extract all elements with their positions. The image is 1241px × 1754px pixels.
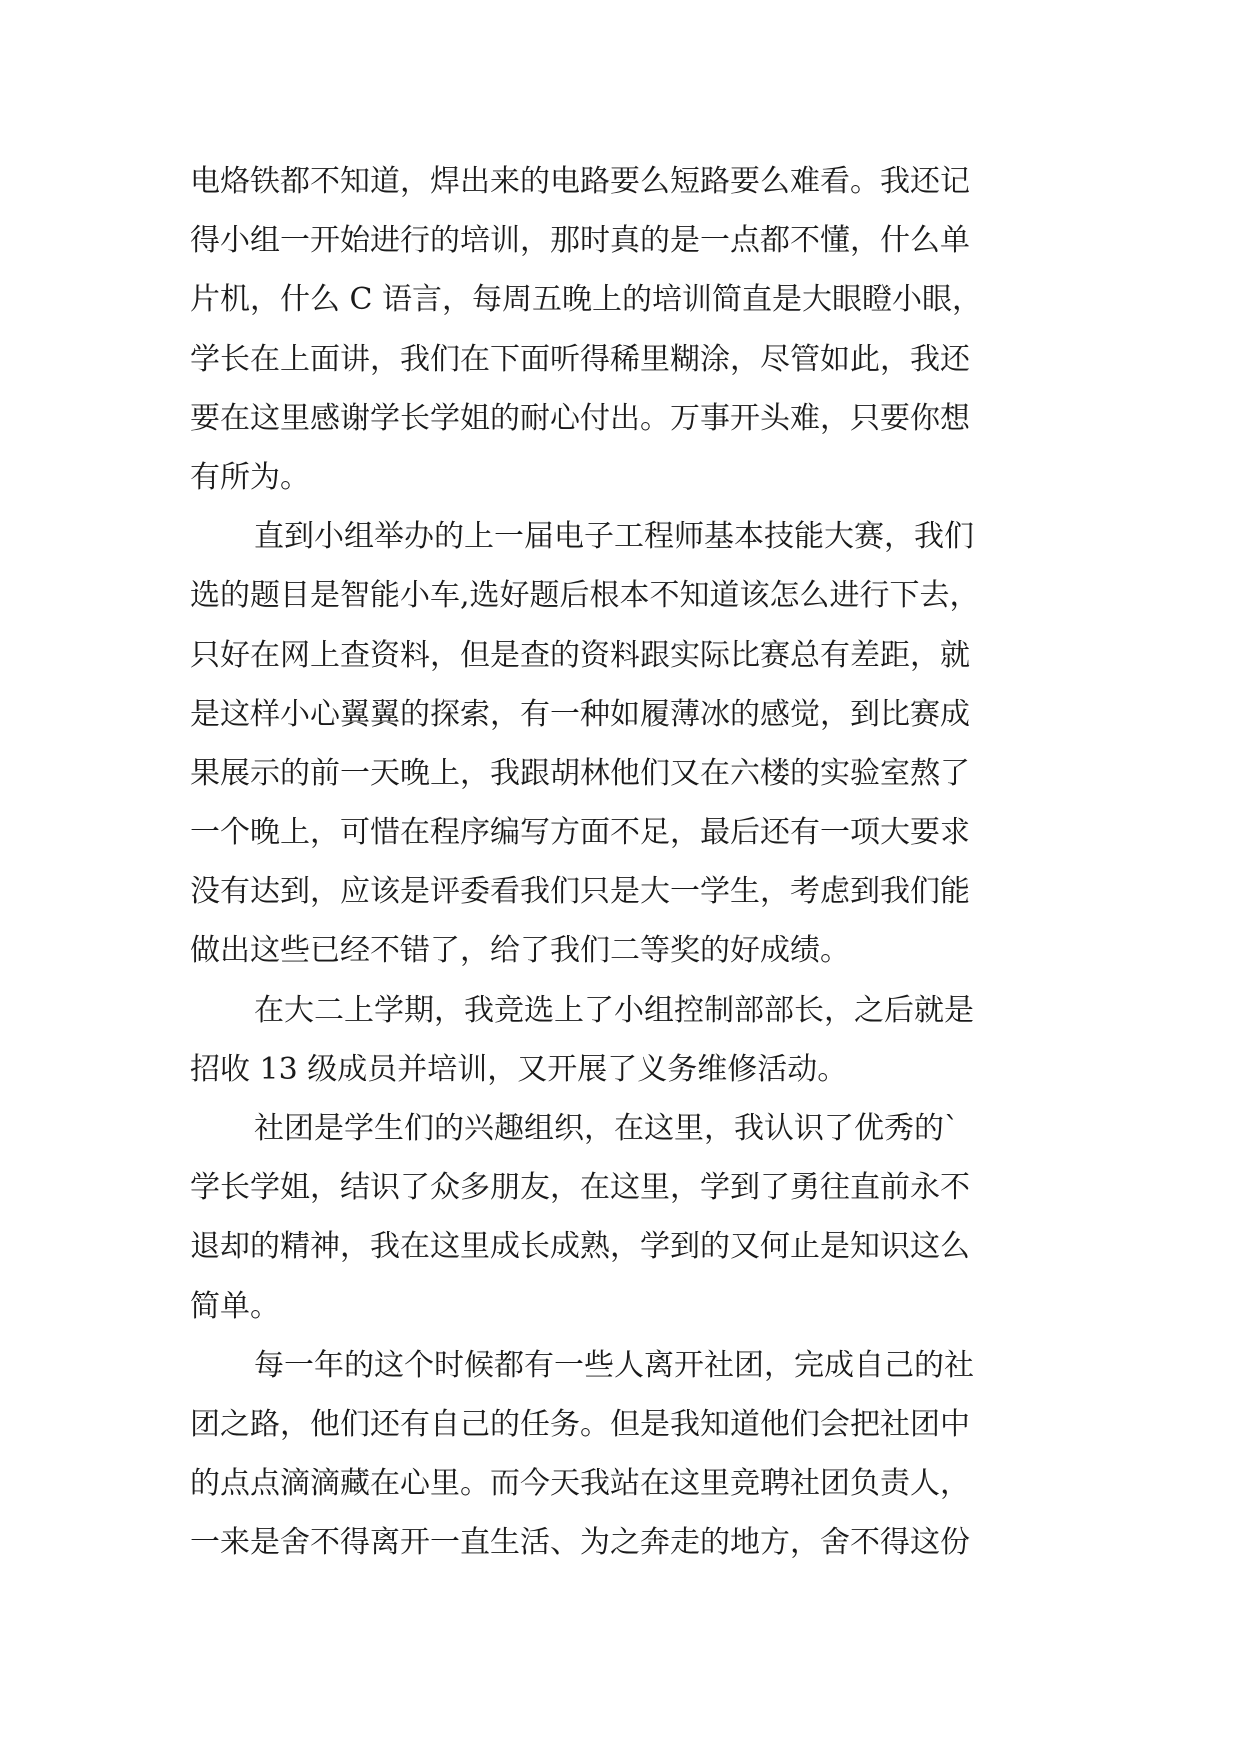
text-line: 得小组一开始进行的培训，那时真的是一点都不懂，什么单: [190, 223, 970, 259]
text-line: 选的题目是智能小车,选好题后根本不知道该怎么进行下去，: [190, 578, 980, 614]
text-line: 直到小组举办的上一届电子工程师基本技能大赛，我们: [254, 519, 974, 555]
document-body: [190, 152, 1070, 1573]
text-line: 招收 13 级成员并培训，又开展了义务维修活动。: [190, 1051, 848, 1087]
text-line: 在大二上学期，我竞选上了小组控制部部长，之后就是: [254, 992, 974, 1028]
text-line: 每一年的这个时候都有一些人离开社团，完成自己的社: [254, 1347, 974, 1383]
text-line: 片机，什么 C 语言，每周五晚上的培训简直是大眼瞪小眼，: [190, 282, 983, 318]
text-line: 一个晚上，可惜在程序编写方面不足，最后还有一项大要求: [190, 815, 970, 851]
text-line: 团之路，他们还有自己的任务。但是我知道他们会把社团中: [190, 1406, 970, 1442]
text-line: 简单。: [190, 1288, 280, 1324]
text-line: 有所为。: [190, 459, 310, 495]
text-line: 要在这里感谢学长学姐的耐心付出。万事开头难，只要你想: [190, 400, 970, 436]
text-line: 是这样小心翼翼的探索，有一种如履薄冰的感觉，到比赛成: [190, 696, 970, 732]
text-line: 退却的精神，我在这里成长成熟，学到的又何止是知识这么: [190, 1229, 970, 1265]
text-line: 没有达到，应该是评委看我们只是大一学生，考虑到我们能: [190, 874, 970, 910]
text-line: 学长学姐，结识了众多朋友，在这里，学到了勇往直前永不: [190, 1170, 970, 1206]
text-line: 的点点滴滴藏在心里。而今天我站在这里竞聘社团负责人，: [190, 1466, 970, 1502]
text-line: 学长在上面讲，我们在下面听得稀里糊涂，尽管如此，我还: [190, 341, 970, 377]
text-line: 社团是学生们的兴趣组织，在这里，我认识了优秀的`: [254, 1111, 959, 1146]
text-line: 做出这些已经不错了，给了我们二等奖的好成绩。: [190, 933, 850, 969]
text-line: 只好在网上查资料，但是查的资料跟实际比赛总有差距，就: [190, 637, 970, 673]
text-line: 果展示的前一天晚上，我跟胡林他们又在六楼的实验室熬了: [190, 755, 970, 791]
text-line: 电烙铁都不知道，焊出来的电路要么短路要么难看。我还记: [190, 164, 970, 199]
text-line: 一来是舍不得离开一直生活、为之奔走的地方，舍不得这份: [190, 1525, 970, 1561]
